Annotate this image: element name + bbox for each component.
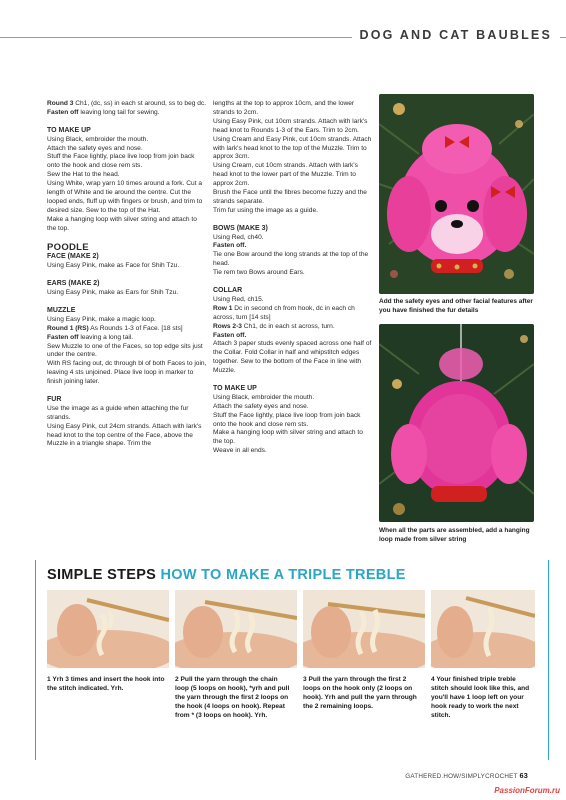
step-photo-4: [431, 590, 553, 668]
muzzle-line: Sew Muzzle to one of the Faces, so top edge sits just under the centre.: [47, 342, 203, 359]
step-3-number: 3: [303, 676, 307, 683]
ears-text: Using Easy Pink, make as Ears for Shih Tzu.: [47, 289, 179, 297]
step-2-text: [175, 676, 293, 721]
step-1-number: 1: [47, 676, 51, 683]
make-up-line: Attach the safety eyes and nose.: [47, 144, 143, 152]
ears-heading: EARS (MAKE 2): [47, 280, 100, 288]
column-2: [213, 100, 373, 456]
bows-fasten: [213, 242, 373, 251]
collar-line: Using Red, ch15.: [213, 295, 264, 303]
fur-cont-line: Using Cream and Easy Pink, cut 10cm strands. Attach with lark's head knot to the top of the Muzzle. Trim to approx 3cm.: [213, 135, 372, 161]
fur-cont-line: Trim fur using the image as a guide.: [213, 206, 318, 214]
collar-rows23: [213, 323, 373, 332]
simple-steps-label: SIMPLE STEPS: [47, 567, 157, 583]
to-make-up-heading: TO MAKE UP: [47, 126, 91, 134]
make-up-line: Sew the Hat to the head.: [47, 171, 120, 179]
round3-label: Round 3: [47, 100, 74, 107]
step-2-description: Pull the yarn through the chain loop (5 loops on hook), *yrh and pull the yarn through the first 2 loops on the hook (4 loops on hook). Repeat from * (3 loops on hook). Yrh.: [175, 676, 290, 719]
column-1: [47, 100, 207, 449]
bows-line: Tie one Bow around the long strands at the top of the head.: [213, 251, 369, 268]
make-up2-line: Make a hanging loop with silver string and attach to the top.: [213, 429, 363, 446]
muzzle-line: Using Easy Pink, make a magic loop.: [47, 315, 156, 323]
poodle-back-illustration: [379, 324, 534, 522]
poodle-heading: POODLE: [47, 242, 89, 254]
muzzle-heading: MUZZLE: [47, 306, 76, 314]
poodle-fur-photo: [379, 94, 534, 294]
step-4-text: [431, 676, 535, 721]
fur-cont-line: Using Easy Pink, cut 10cm strands. Attach with lark's head knot to Rounds 1-3 of the Ears. Trim to 2cm.: [213, 117, 368, 134]
muzzle-round1-text: As Rounds 1-3 of Face. [18 sts]: [88, 324, 183, 332]
collar-fasten: [213, 332, 373, 341]
make-up2-line: Using Black, embroider the mouth.: [213, 393, 315, 401]
make-up2-line: Attach the safety eyes and nose.: [213, 402, 309, 410]
step-3-illustration: [303, 590, 425, 668]
fasten-off-label: Fasten off: [47, 108, 79, 116]
step-2-illustration: [175, 590, 297, 668]
fur-heading: FUR: [47, 395, 62, 403]
section-title: DOG AND CAT BAUBLES: [352, 28, 561, 42]
collar-fasten-label: Fasten off.: [213, 331, 247, 339]
bows-heading: BOWS (MAKE 3): [213, 224, 268, 232]
photo-caption-1: Add the safety eyes and other facial features after you have finished the fur details: [379, 298, 533, 314]
fur-cont-line: Using Cream, cut 10cm strands. Attach with lark's head knot to the lower part of the Muzzle. Trim to approx 2cm.: [213, 162, 358, 188]
page-number: 63: [519, 771, 528, 780]
make-up2-line: Stuff the Face lightly, place live loop from join back onto the hook and close rem sts.: [213, 411, 361, 428]
muzzle-round1-label: Round 1 (RS): [47, 324, 89, 332]
collar-heading: COLLAR: [213, 287, 243, 294]
step-1-illustration: [47, 590, 169, 668]
muzzle-fasten-text: leaving a long tail.: [78, 333, 134, 341]
muzzle-fasten: [47, 334, 207, 343]
bows-line: Using Red, ch40.: [213, 233, 264, 241]
collar-line: Attach 3 paper studs evenly spaced across one half of the Collar. Fold Collar in half and whipstitch edges together. Sew to the bottom of the Face in line with Muzzle.: [213, 340, 372, 375]
fasten-off-para: [47, 109, 207, 118]
step-2-number: 2: [175, 676, 179, 683]
watermark: PassionForum.ru: [494, 786, 560, 795]
make-up-line: Using White, wrap yarn 10 times around a fork. Cut a length of White and tie around the centre. Cut the looped ends, fluff up with fingers or brush, and trim to desired size. Sew to the top of the Hat.: [47, 180, 203, 214]
step-photo-2: [175, 590, 297, 668]
footer-url[interactable]: GATHERED.HOW/SIMPLYCROCHET: [405, 773, 518, 780]
poodle-fur-illustration: [379, 94, 534, 294]
step-4-illustration: [431, 590, 535, 668]
face-heading: FACE (MAKE 2): [47, 253, 99, 261]
round3-para: [47, 100, 207, 109]
step-photo-1: [47, 590, 169, 668]
muzzle-line: With RS facing out, dc through bl of both Faces to join, leaving 4 sts unjoined. Place live loop in marker to finish joining later.: [47, 360, 207, 386]
step-3-description: Pull the yarn through the first 2 loops on the hook only (2 loops on hook). Yrh and pull the yarn through the 2 remaining loops.: [303, 676, 417, 710]
collar-rows23-text: Ch1, dc in each st across, turn.: [241, 322, 335, 330]
make-up-line: Make a hanging loop with silver string and attach to the top.: [47, 215, 197, 232]
step-4-description: Your finished triple treble stitch should look like this, and you'll have 1 loop left on your hook ready to work the next stitch.: [431, 676, 530, 719]
step-3-text: [303, 676, 421, 712]
page-footer: [405, 771, 528, 780]
collar-row1-text: Dc in second ch from hook, dc in each ch across, turn [14 sts]: [213, 304, 355, 321]
fasten-off-text: leaving long tail for sewing.: [78, 108, 160, 116]
to-make-up-heading-2: TO MAKE UP: [213, 384, 257, 392]
muzzle-round1: [47, 325, 207, 334]
bows-line: Tie rem two Bows around Ears.: [213, 269, 305, 277]
face-text: Using Easy Pink, make as Face for Shih Tzu.: [47, 262, 180, 270]
collar-row1-label: Row 1: [213, 304, 233, 312]
collar-rows23-label: Rows 2-3: [213, 322, 242, 330]
fur-cont-line: lengths at the top to approx 10cm, and the lower strands to 2cm.: [213, 100, 355, 116]
step-1-description: Yrh 3 times and insert the hook into the stitch indicated. Yrh.: [47, 676, 165, 692]
step-1-text: [47, 676, 165, 694]
simple-steps-title: [47, 567, 406, 583]
make-up-line: Stuff the Face lightly, place live loop from join back onto the hook and close rem sts.: [47, 153, 195, 170]
fur-line: Using Easy Pink, cut 24cm strands. Attach with lark's head knot to the top centre of the Face, above the Muzzle in a triangle shape. Trim the: [47, 422, 202, 448]
bows-fasten-label: Fasten off.: [213, 242, 247, 250]
make-up-line: Using Black, embroider the mouth.: [47, 135, 149, 143]
simple-steps-subtitle: HOW TO MAKE A TRIPLE TREBLE: [160, 567, 406, 583]
make-up2-line: Weave in all ends.: [213, 447, 267, 455]
fur-cont-line: Brush the Face until the fibres become fuzzy and the strands separate.: [213, 189, 367, 205]
step-4-number: 4: [431, 676, 435, 683]
poodle-back-photo: [379, 324, 534, 522]
fur-line: Use the image as a guide when attaching the fur strands.: [47, 404, 189, 421]
photo-caption-2: When all the parts are assembled, add a hanging loop made from silver string: [379, 527, 530, 543]
step-photo-3: [303, 590, 425, 668]
muzzle-fasten-label: Fasten off: [47, 333, 79, 341]
round3-text: Ch1, (dc, ss) in each st around, ss to beg dc.: [75, 100, 207, 107]
collar-row1: [213, 305, 373, 323]
